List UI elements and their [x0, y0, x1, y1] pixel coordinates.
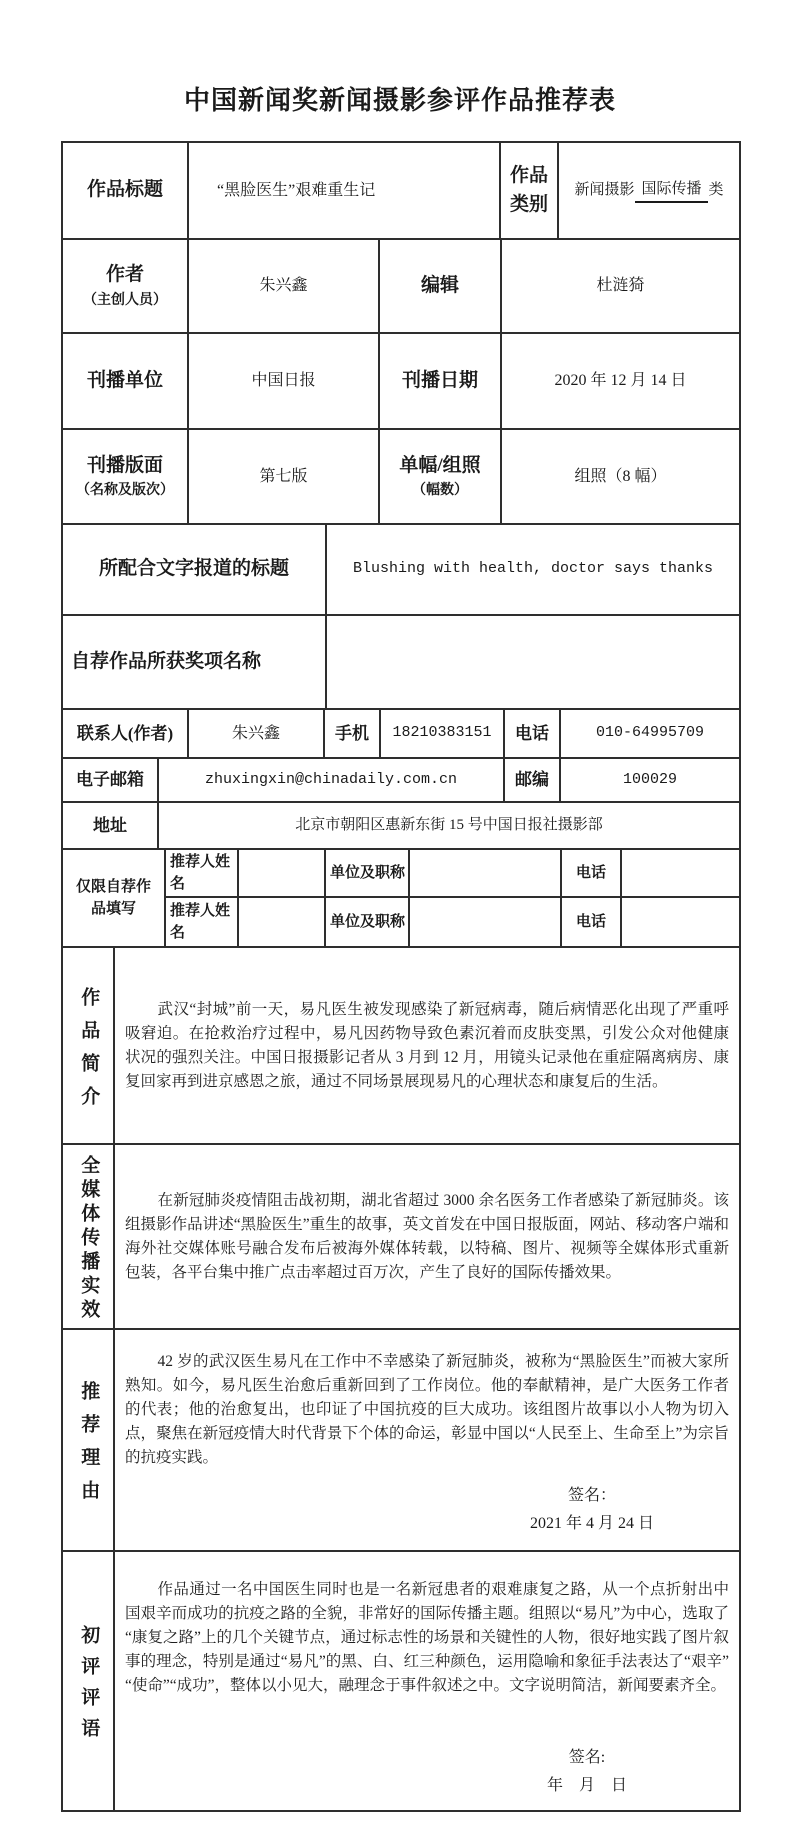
row-initial-review [63, 1552, 739, 1810]
contact-label: 联系人(作者) [63, 710, 189, 759]
postcode-value: 100029 [561, 759, 739, 803]
row-self-award [63, 616, 739, 710]
publish-date-value: 2020 年 12 月 14 日 [502, 334, 739, 430]
format-label-main: 单幅/组照 [399, 454, 481, 476]
page-edition-label-sub: （名称及版次） [76, 483, 174, 499]
recommendation-content [115, 1330, 739, 1552]
format-label [380, 430, 502, 525]
recommendation-label [63, 1330, 115, 1552]
initial-review-label-text: 初评评语 [78, 1625, 100, 1749]
category-label: 作品类别 [501, 143, 559, 240]
initial-review-signature-block [547, 1744, 627, 1800]
recommender-phone-label-1: 电话 [562, 850, 622, 898]
editor-value: 杜涟猗 [502, 240, 739, 334]
page-edition-label-main: 刊播版面 [86, 454, 163, 476]
recommender-phone-value-2 [622, 898, 739, 948]
recommendation-signature-label: 签名： [567, 1487, 616, 1504]
mobile-label: 手机 [325, 710, 381, 759]
postcode-label: 邮编 [505, 759, 561, 803]
document-title: 中国新闻奖新闻摄影参评作品推荐表 [183, 86, 616, 115]
recommendation-paragraph: 42 岁的武汉医生易凡在工作中不幸感染了新冠肺炎，被称为“黑脸医生”而被大家所熟知。如今，易凡医生治愈后重新回到了工作岗位。他的奉献精神，是广大医务工作者的代表；他的治愈复出，也印证了中国抗疫的巨大成功。该组图片故事以小人物为切入点，聚焦在新冠疫情大时代背景下个体的命运，彰显中国以“人民至上、生命至上”为宗旨的抗疫实践。 [125, 1353, 729, 1466]
contact-value: 朱兴鑫 [189, 710, 325, 759]
recommendation-form-table [61, 141, 741, 1812]
summary-label-text: 作品简介 [78, 986, 100, 1119]
phone-value: 010-64995709 [561, 710, 739, 759]
initial-review-content [115, 1552, 739, 1810]
self-rec-subrows [166, 850, 739, 948]
publisher-value: 中国日报 [189, 334, 380, 430]
editor-label: 编辑 [380, 240, 502, 334]
mobile-value: 18210383151 [381, 710, 505, 759]
publisher-label: 刊播单位 [63, 334, 189, 430]
row-summary [63, 948, 739, 1145]
publish-date-label: 刊播日期 [380, 334, 502, 430]
recommender-org-value-2 [410, 898, 562, 948]
category-value [559, 143, 739, 240]
row-work-title [63, 143, 739, 240]
author-label-sub: （主创人员） [83, 292, 167, 308]
recommender-name-value-2 [239, 898, 326, 948]
category-prefix: 新闻摄影 [574, 182, 635, 199]
self-award-label: 自荐作品所获奖项名称 [63, 616, 327, 710]
category-underlined-value: 国际传播 [635, 178, 707, 203]
email-value: zhuxingxin@chinadaily.com.cn [159, 759, 505, 803]
row-address [63, 803, 739, 850]
recommendation-signature-block [530, 1482, 654, 1538]
author-label-main: 作者 [105, 264, 144, 286]
format-label-sub: （幅数） [412, 483, 468, 499]
row-self-recommendation [63, 850, 739, 948]
row-page-edition [63, 430, 739, 525]
self-rec-row-2 [166, 898, 739, 948]
address-label: 地址 [63, 803, 159, 850]
initial-review-label [63, 1552, 115, 1810]
recommendation-signature-date: 2021 年 4 月 24 日 [529, 1515, 654, 1532]
email-label: 电子邮箱 [63, 759, 159, 803]
work-title-label: 作品标题 [63, 143, 189, 240]
row-email [63, 759, 739, 803]
row-media-effect [63, 1145, 739, 1330]
author-label [63, 240, 189, 334]
media-effect-paragraph: 在新冠肺炎疫情阻击战初期，湖北省超过 3000 余名医务工作者感染了新冠肺炎。该组摄影作品讲述“黑脸医生”重生的故事，英文首发在中国日报版面，网站、移动客户端和海外社交媒体账号融合发布后被海外媒体转载，以特稿、图片、视频等全媒体形式重新包装，各平台集中推广点击率超过百万次，产生了良好的国际传播效果。 [125, 1191, 729, 1281]
row-publisher [63, 334, 739, 430]
recommender-phone-value-1 [622, 850, 739, 898]
recommender-name-label-2: 推荐人姓名 [166, 898, 239, 948]
summary-content [115, 948, 739, 1145]
text-report-title-value: Blushing with health, doctor says thanks [327, 525, 739, 616]
text-report-title-label: 所配合文字报道的标题 [63, 525, 327, 616]
row-text-report-title [63, 525, 739, 616]
row-author [63, 240, 739, 334]
recommender-phone-label-2: 电话 [562, 898, 622, 948]
recommender-org-value-1 [410, 850, 562, 898]
initial-review-paragraph: 作品通过一名中国医生同时也是一名新冠患者的艰难康复之路，从一个点折射出中国艰辛而成功的抗疫之路的全貌，非常好的国际传播主题。组照以“易凡”为中心，选取了“康复之路”上的几个关键节点，通过标志性的场景和关键性的人物，很好地实践了图片叙事的理念，特别是通过“易凡”的黑、白、红三种颜色，运用隐喻和象征手法表达了“艰辛”“使命”“成功”，整体以小见大，融理念于事件叙述之中。文字说明简洁，新闻要素齐全。 [125, 1581, 729, 1694]
page-edition-value: 第七版 [189, 430, 380, 525]
work-title-value: “黑脸医生”艰难重生记 [189, 143, 501, 240]
self-award-value [327, 616, 739, 710]
author-value: 朱兴鑫 [189, 240, 380, 334]
summary-paragraph: 武汉“封城”前一天，易凡医生被发现感染了新冠病毒，随后病情恶化出现了严重呼吸窘迫。在抢救治疗过程中，易凡因药物导致色素沉着而皮肤变黑，引发公众对他健康状况的强烈关注。中国日报摄影记者从 3 月到 12 月，用镜头记录他在重症隔离病房、康复回家再到进京感恩之旅，通过不同场景展现易凡的心理状态和康复后的生活。 [125, 1000, 729, 1090]
media-effect-content [115, 1145, 739, 1330]
phone-label: 电话 [505, 710, 561, 759]
initial-review-signature-date: 年 月 日 [546, 1777, 627, 1794]
summary-label [63, 948, 115, 1145]
media-effect-label [63, 1145, 115, 1330]
category-suffix: 类 [708, 182, 724, 199]
format-value: 组照（8 幅） [502, 430, 739, 525]
recommender-name-label-1: 推荐人姓名 [166, 850, 239, 898]
recommender-name-value-1 [239, 850, 326, 898]
media-effect-label-text: 全媒体传播实效 [78, 1155, 100, 1323]
address-value: 北京市朝阳区惠新东街 15 号中国日报社摄影部 [159, 803, 739, 850]
row-contact [63, 710, 739, 759]
recommender-org-label-1: 单位及职称 [326, 850, 410, 898]
recommendation-label-text: 推荐理由 [78, 1381, 100, 1513]
self-rec-row-1 [166, 850, 739, 898]
initial-review-signature-label: 签名: [568, 1749, 606, 1766]
page-edition-label [63, 430, 189, 525]
row-recommendation [63, 1330, 739, 1552]
recommender-org-label-2: 单位及职称 [326, 898, 410, 948]
self-rec-label: 仅限自荐作品填写 [63, 850, 166, 948]
